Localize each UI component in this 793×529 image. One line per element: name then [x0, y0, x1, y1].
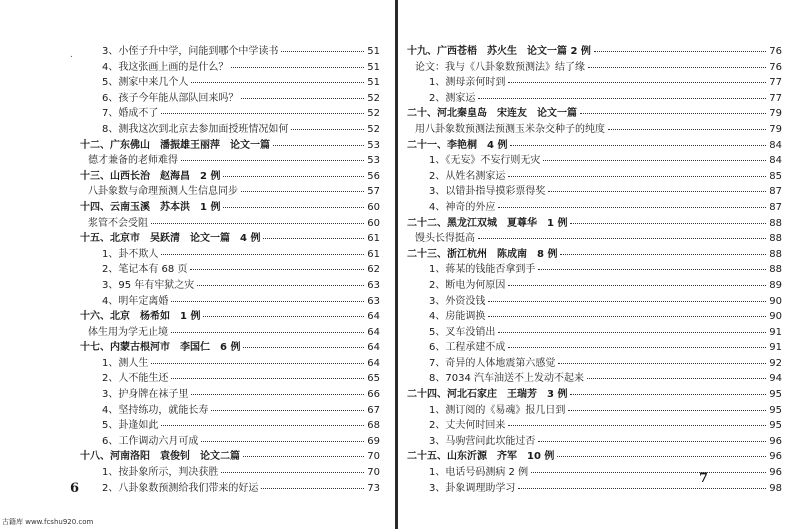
toc-entry-title: 2、从姓名测家运: [429, 170, 506, 182]
toc-entry-page: 57: [367, 186, 380, 198]
toc-entry-title: 1、蒋某的钱能否拿到手: [429, 264, 536, 276]
toc-entry: [80, 153, 380, 169]
dot-leader: [570, 394, 766, 395]
toc-entry: [80, 403, 380, 419]
toc-section-heading: [80, 200, 380, 216]
toc-entry: [80, 371, 380, 387]
toc-entry-title: 体生用为学无止境: [88, 326, 168, 338]
dot-leader: [281, 51, 364, 52]
toc-entry: [80, 91, 380, 107]
dot-leader: [588, 67, 766, 68]
dot-leader: [171, 378, 364, 379]
dot-leader: [594, 51, 766, 52]
toc-entry-title: 1、卦不欺人: [102, 248, 159, 260]
toc-section-heading: [80, 309, 380, 325]
dot-leader: [161, 254, 364, 255]
toc-entry-page: 95: [769, 389, 782, 401]
toc-entry-title: 2、笔记本有 68 页: [102, 264, 188, 276]
dot-leader: [190, 269, 364, 270]
site-watermark: 古籍库 www.fcshu920.com: [2, 518, 94, 526]
toc-entry-page: 88: [769, 233, 782, 245]
toc-entry-title: 十五、北京市 吴跃清 论文一篇 4 例: [80, 233, 261, 245]
dot-leader: [488, 316, 766, 317]
toc-entry-title: 十三、山西长治 赵海昌 2 例: [80, 170, 221, 182]
toc-entry: [80, 262, 380, 278]
toc-entry-page: 98: [769, 482, 782, 494]
dot-leader: [201, 441, 364, 442]
dot-leader: [241, 191, 364, 192]
toc-entry: [407, 262, 782, 278]
toc-entry: [80, 216, 380, 232]
toc-entry-page: 88: [769, 217, 782, 229]
toc-entry: [80, 278, 380, 294]
dot-leader: [291, 129, 364, 130]
toc-entry-title: 3、以错卦指导摸彩票得奖: [429, 186, 546, 198]
dot-leader: [243, 347, 364, 348]
dot-leader: [241, 98, 364, 99]
toc-entry-page: 84: [769, 155, 782, 167]
toc-section-heading: [80, 340, 380, 356]
dot-leader: [508, 82, 766, 83]
toc-entry-title: 十四、云南玉溪 苏本洪 1 例: [80, 201, 221, 213]
toc-entry-title: 6、工程承建不成: [429, 342, 506, 354]
toc-entry-title: 十六、北京 杨希如 1 例: [80, 311, 201, 323]
toc-entry-page: 52: [367, 108, 380, 120]
toc-entry-title: 4、明年定离婚: [102, 295, 169, 307]
toc-entry-page: 63: [367, 279, 380, 291]
toc-section-heading: [80, 231, 380, 247]
toc-section-heading: [407, 138, 782, 154]
toc-entry-page: 91: [769, 342, 782, 354]
toc-entry-title: 1、《无妄》不妄行则无灾: [429, 155, 541, 167]
toc-entry-title: 5、测家中来几个人: [102, 77, 189, 89]
toc-entry-page: 60: [367, 201, 380, 213]
dot-leader: [203, 316, 364, 317]
dot-leader: [171, 301, 364, 302]
toc-entry-page: 84: [769, 139, 782, 151]
margin-mark: .: [70, 50, 73, 60]
toc-entry-page: 79: [769, 123, 782, 135]
dot-leader: [151, 223, 364, 224]
toc-entry-title: 5、卦逢如此: [102, 420, 159, 432]
toc-entry-page: 87: [769, 186, 782, 198]
dot-leader: [191, 394, 364, 395]
toc-entry-title: 7、奇异的人体地震第六感觉: [429, 357, 556, 369]
toc-section-heading: [80, 138, 380, 154]
toc-entry-page: 88: [769, 264, 782, 276]
toc-entry: [407, 294, 782, 310]
toc-entry-title: 4、坚持练功，就能长寿: [102, 404, 209, 416]
toc-entry-page: 90: [769, 295, 782, 307]
toc-entry-title: 1、测订阅的《易魂》报几日到: [429, 404, 566, 416]
toc-entry-page: 61: [367, 233, 380, 245]
toc-entry-page: 67: [367, 404, 380, 416]
toc-list-right: [407, 44, 782, 496]
toc-entry-title: 2、丈夫何时回来: [429, 420, 506, 432]
toc-entry: [80, 247, 380, 263]
toc-entry-title: 4、神奇的外应: [429, 201, 496, 213]
dot-leader: [223, 176, 364, 177]
toc-entry-title: 8、测我这次到北京去参加面授班情况如何: [102, 123, 289, 135]
toc-entry: [80, 434, 380, 450]
toc-entry-title: 二十二、黑龙江双城 夏尊华 1 例: [407, 217, 568, 229]
toc-entry-page: 95: [769, 420, 782, 432]
toc-entry-title: 2、断电为何原因: [429, 279, 506, 291]
page-number-left: 6: [70, 481, 80, 496]
dot-leader: [243, 456, 364, 457]
dot-leader: [211, 410, 364, 411]
toc-entry: [407, 75, 782, 91]
toc-entry-page: 60: [367, 217, 380, 229]
dot-leader: [580, 113, 766, 114]
dot-leader: [548, 191, 766, 192]
toc-entry-title: 论文：我与《八卦象数预测法》结了缘: [415, 61, 585, 73]
toc-entry-page: 51: [367, 61, 380, 73]
dot-leader: [570, 223, 766, 224]
toc-entry: [80, 418, 380, 434]
dot-leader: [197, 285, 364, 286]
dot-leader: [608, 129, 766, 130]
toc-entry-page: 79: [769, 108, 782, 120]
toc-entry-page: 51: [367, 77, 380, 89]
toc-entry-page: 85: [769, 170, 782, 182]
dot-leader: [488, 301, 766, 302]
toc-entry-title: 二十、河北秦皇岛 宋连友 论文一篇: [407, 108, 577, 120]
toc-entry-title: 二十五、山东沂源 齐军 10 例: [407, 451, 555, 463]
dot-leader: [543, 160, 766, 161]
toc-entry-page: 76: [769, 46, 782, 57]
toc-entry: [80, 44, 380, 60]
toc-entry-page: 53: [367, 139, 380, 151]
toc-entry-title: 3、护身牌在袜子里: [102, 389, 189, 401]
dot-leader: [508, 285, 766, 286]
toc-entry-title: 德才兼备的老师难得: [88, 155, 178, 167]
toc-entry-title: 3、95 年有牢狱之灾: [102, 279, 195, 291]
toc-entry-page: 87: [769, 201, 782, 213]
toc-entry: [407, 169, 782, 185]
toc-entry: [407, 465, 782, 481]
toc-section-heading: [407, 106, 782, 122]
toc-entry-title: 8、7034 汽车油送不上发动不起来: [429, 373, 584, 385]
toc-entry-page: 64: [367, 342, 380, 354]
toc-entry: [407, 309, 782, 325]
toc-entry-page: 53: [367, 155, 380, 167]
toc-entry-page: 66: [367, 389, 380, 401]
toc-entry-title: 7、婚成不了: [102, 108, 159, 120]
toc-entry: [407, 231, 782, 247]
toc-entry: [407, 278, 782, 294]
dot-leader: [558, 363, 766, 364]
toc-entry-title: 1、按卦象所示，判决获胜: [102, 467, 219, 479]
toc-entry-page: 92: [769, 357, 782, 369]
toc-entry-page: 52: [367, 92, 380, 104]
dot-leader: [161, 113, 364, 114]
toc-entry-title: 6、孩子今年能从部队回来吗？: [102, 92, 239, 104]
toc-entry-page: 88: [769, 248, 782, 260]
toc-entry-page: 62: [367, 264, 380, 276]
toc-entry: [407, 325, 782, 341]
dot-leader: [171, 332, 364, 333]
toc-entry-page: 94: [769, 373, 782, 385]
toc-entry-page: 52: [367, 123, 380, 135]
toc-entry-title: 八卦象数与命理预测人生信息同步: [88, 186, 238, 198]
toc-entry-title: 用八卦象数预测法预测玉米杂交种子的纯度: [415, 123, 605, 135]
dot-leader: [191, 82, 364, 83]
dot-leader: [518, 488, 766, 489]
toc-entry-page: 89: [769, 279, 782, 291]
dot-leader: [538, 441, 766, 442]
toc-entry: [80, 356, 380, 372]
toc-entry-page: 65: [367, 373, 380, 385]
dot-leader: [508, 176, 766, 177]
toc-entry-page: 63: [367, 295, 380, 307]
toc-entry: [80, 465, 380, 481]
toc-entry-title: 3、外资没钱: [429, 295, 486, 307]
toc-entry-page: 70: [367, 451, 380, 463]
toc-section-heading: [407, 387, 782, 403]
toc-entry-page: 69: [367, 435, 380, 447]
toc-entry-title: 二十一、李艳桐 4 例: [407, 139, 508, 151]
toc-entry-page: 76: [769, 61, 782, 73]
toc-entry-page: 61: [367, 248, 380, 260]
dot-leader: [538, 269, 766, 270]
dot-leader: [223, 207, 364, 208]
toc-entry: [407, 153, 782, 169]
toc-entry-title: 1、电话号码测病 2 例: [429, 467, 529, 479]
dot-leader: [478, 238, 766, 239]
toc-entry: [407, 122, 782, 138]
toc-entry-title: 5、叉车没销出: [429, 326, 496, 338]
toc-entry: [80, 325, 380, 341]
dot-leader: [263, 238, 364, 239]
dot-leader: [161, 425, 364, 426]
dot-leader: [560, 254, 766, 255]
toc-section-heading: [80, 449, 380, 465]
toc-entry-page: 96: [769, 451, 782, 463]
toc-entry-title: 十八、河南洛阳 袁俊钊 论文二篇: [80, 451, 240, 463]
toc-entry-title: 4、我这张画上画的是什么？: [102, 61, 229, 73]
toc-entry-title: 十九、广西苍梧 苏火生 论文一篇 2 例: [407, 46, 591, 57]
dot-leader: [508, 347, 766, 348]
toc-entry: [80, 294, 380, 310]
toc-entry-title: 1、测母亲何时到: [429, 77, 506, 89]
toc-entry-page: 96: [769, 467, 782, 479]
toc-entry-title: 2、人不能生还: [102, 373, 169, 385]
dot-leader: [221, 472, 364, 473]
toc-entry: [80, 75, 380, 91]
toc-entry-page: 64: [367, 326, 380, 338]
toc-entry-page: 51: [367, 46, 380, 57]
toc-list-left: [80, 44, 380, 496]
toc-entry-title: 十二、广东佛山 潘振雄王丽萍 论文一篇: [80, 139, 270, 151]
toc-entry-page: 90: [769, 311, 782, 323]
toc-section-heading: [407, 247, 782, 263]
toc-entry-page: 56: [367, 170, 380, 182]
toc-entry: [80, 122, 380, 138]
toc-entry: [80, 60, 380, 76]
toc-entry-page: 64: [367, 357, 380, 369]
toc-entry: [407, 340, 782, 356]
toc-section-heading: [80, 169, 380, 185]
toc-entry: [407, 371, 782, 387]
dot-leader: [151, 363, 364, 364]
dot-leader: [587, 378, 766, 379]
toc-entry: [80, 387, 380, 403]
toc-entry-title: 2、测家运: [429, 92, 476, 104]
dot-leader: [261, 488, 364, 489]
toc-section-heading: [407, 449, 782, 465]
toc-entry: [407, 184, 782, 200]
toc-entry-title: 十七、内蒙古根河市 李国仁 6 例: [80, 342, 241, 354]
dot-leader: [498, 332, 766, 333]
toc-entry: [407, 481, 782, 497]
toc-entry-title: 馒头长得挺高: [415, 233, 475, 245]
toc-entry: [80, 481, 380, 497]
toc-entry: [407, 200, 782, 216]
toc-entry-page: 96: [769, 435, 782, 447]
dot-leader: [568, 410, 766, 411]
toc-entry: [407, 434, 782, 450]
dot-leader: [231, 67, 364, 68]
toc-entry-page: 70: [367, 467, 380, 479]
toc-entry-title: 二十四、河北石家庄 王瑞芳 3 例: [407, 389, 568, 401]
dot-leader: [498, 207, 766, 208]
page-number-right: 7: [699, 471, 709, 486]
toc-entry-title: 二十三、浙江杭州 陈成南 8 例: [407, 248, 558, 260]
toc-entry-title: 3、小侄子升中学，问能到哪个中学读书: [102, 46, 279, 57]
toc-entry: [407, 356, 782, 372]
toc-entry: [80, 184, 380, 200]
toc-entry: [407, 403, 782, 419]
dot-leader: [181, 160, 364, 161]
toc-entry: [407, 60, 782, 76]
dot-leader: [478, 98, 766, 99]
toc-entry-title: 2、八卦象数预测给我们带来的好运: [102, 482, 259, 494]
toc-entry-page: 64: [367, 311, 380, 323]
toc-entry-title: 6、工作调动六月可成: [102, 435, 199, 447]
toc-entry-page: 77: [769, 92, 782, 104]
toc-entry: [407, 418, 782, 434]
dot-leader: [557, 456, 766, 457]
toc-entry-page: 73: [367, 482, 380, 494]
toc-section-heading: [407, 216, 782, 232]
toc-entry-page: 68: [367, 420, 380, 432]
toc-entry-page: 91: [769, 326, 782, 338]
toc-entry-title: 4、房能调换: [429, 311, 486, 323]
toc-entry: [80, 106, 380, 122]
dot-leader: [273, 145, 364, 146]
left-page: [0, 0, 396, 529]
toc-entry-title: 浆管不会受阻: [88, 217, 148, 229]
right-page: [397, 0, 793, 529]
toc-entry-title: 3、马驹营问此坎能过否: [429, 435, 536, 447]
toc-entry-page: 95: [769, 404, 782, 416]
toc-entry-title: 1、测人生: [102, 357, 149, 369]
toc-entry-title: 3、卦象调理助学习: [429, 482, 516, 494]
dot-leader: [510, 145, 766, 146]
dot-leader: [508, 425, 766, 426]
toc-entry-page: 77: [769, 77, 782, 89]
dot-leader: [531, 472, 766, 473]
toc-entry: [407, 91, 782, 107]
toc-section-heading: [407, 44, 782, 60]
